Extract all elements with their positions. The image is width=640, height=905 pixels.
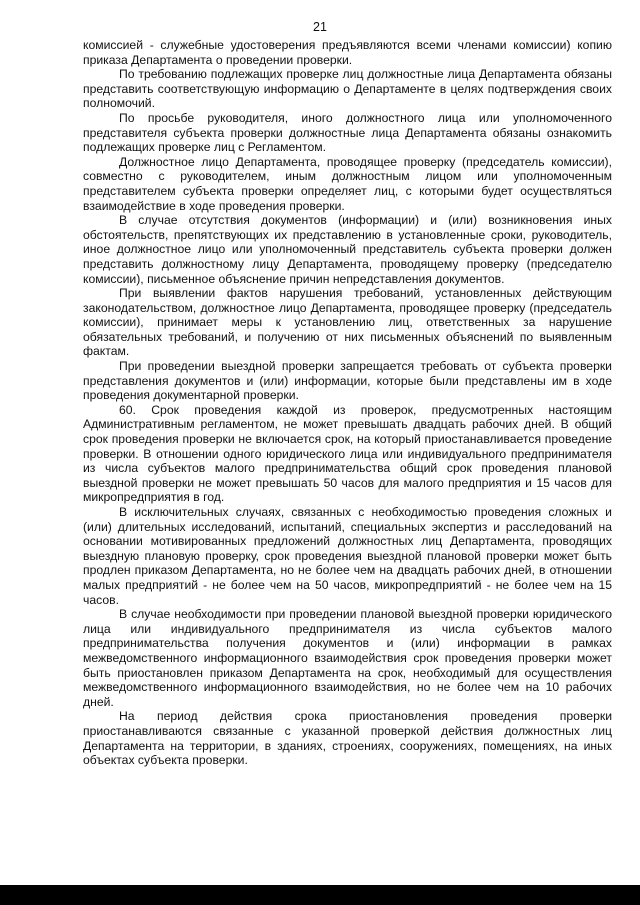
paragraph-6: При выявлении фактов нарушения требований, установленных действующим законодательством, должностное лицо Департамента, проводящее проверку (председатель комиссии), принимает меры к установлению лиц, ответственных за нарушение обязательных требований, и получению от них письменных объяснений по выявленным фактам. [83, 286, 612, 359]
paragraph-1: комиссией - служебные удостоверения предъявляются всеми членами комиссии) копию приказа Департамента о проведении проверки. [83, 38, 612, 67]
paragraph-3: По просьбе руководителя, иного должностного лица или уполномоченного представителя субъекта проверки должностные лица Департамента обязаны ознакомить подлежащих проверке лиц с Регламентом. [83, 110, 612, 155]
scan-bottom-border [0, 885, 640, 905]
paragraph-2: По требованию подлежащих проверке лиц должностные лица Департамента обязаны представить соответствующую информацию о Департаменте в целях подтверждения своих полномочий. [83, 67, 612, 111]
document-body [83, 38, 612, 768]
paragraph-7: При проведении выездной проверки запрещается требовать от субъекта проверки представления документов и (или) информации, которые были представлены им в ходе проведения документарной проверки. [83, 359, 612, 403]
paragraph-11: На период действия срока приостановления проведения проверки приостанавливаются связанные с указанной проверкой действия должностных лиц Департамента на территории, в зданиях, строениях, сооружениях, помещениях, на иных объектах субъекта проверки. [83, 709, 612, 768]
paragraph-8: 60. Срок проведения каждой из проверок, предусмотренных настоящим Административным регламентом, не может превышать двадцать рабочих дней. В общий срок проведения проверки не включается срок, на который приостанавливается проведение проверки. В отношении одного юридического лица или индивидуального предпринимателя из числа субъектов малого предпринимательства общий срок проведения плановой выездной проверки не может превышать 50 часов для малого предприятия и 15 часов для микропредприятия в год. [83, 402, 612, 505]
paragraph-9: В исключительных случаях, связанных с необходимостью проведения сложных и (или) длительных исследований, испытаний, специальных экспертиз и расследований на основании мотивированных предложений должностных лиц Департамента, проводящих выездную плановую проверку, срок проведения выездной плановой проверки может быть продлен приказом Департамента, но не более чем на двадцать рабочих дней, в отношении малых предприятий - не более чем на 50 часов, микропредприятий - не более чем на 15 часов. [83, 505, 612, 607]
page-number: 21 [313, 20, 327, 34]
paragraph-5: В случае отсутствия документов (информации) и (или) возникновения иных обстоятельств, препятствующих их представлению в установленные сроки, руководитель, иное должностное лицо или уполномоченный представитель субъекта проверки должен представить должностному лицу Департамента, проводящему проверку (председателю комиссии), письменное объяснение причин непредставления документов. [83, 213, 612, 286]
paragraph-4: Должностное лицо Департамента, проводящее проверку (председатель комиссии), совместно с руководителем, иным должностным лицом или уполномоченным представителем субъекта проверки определяет лиц, с которыми будет осуществляться взаимодействие в ходе проведения проверки. [83, 154, 612, 213]
paragraph-10: В случае необходимости при проведении плановой выездной проверки юридического лица или индивидуального предпринимателя из числа субъектов малого предпринимательства получения документов и (или) информации в рамках межведомственного информационного взаимодействия срок проведения проверки может быть приостановлен приказом Департамента на срок, необходимый для осуществления межведомственного информационного взаимодействия, но не более чем на 10 рабочих дней. [83, 607, 612, 709]
